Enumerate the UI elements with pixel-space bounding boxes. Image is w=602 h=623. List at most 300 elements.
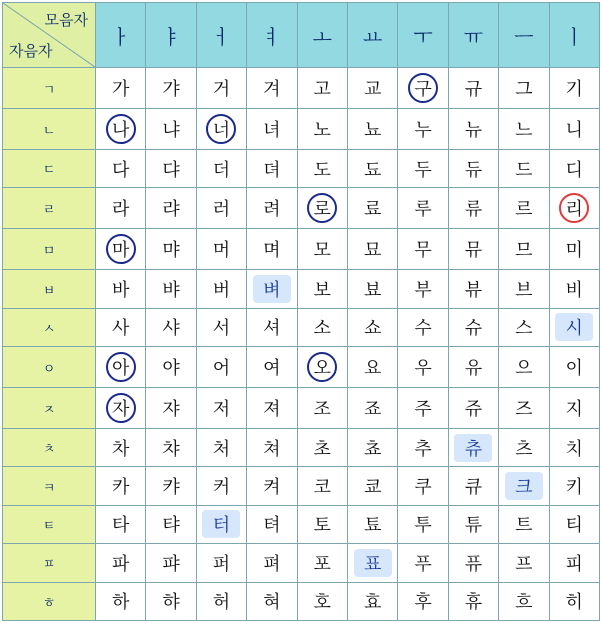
consonant-header-12: ㅍ: [3, 544, 96, 582]
vowel-header-4: ㅗ: [297, 3, 347, 68]
syllable-cell: [96, 109, 146, 150]
syllable-label: 차: [111, 438, 130, 460]
syllable-label: 크: [505, 472, 543, 500]
syllable-cell: [398, 68, 448, 109]
syllable-label: 이: [565, 358, 583, 380]
syllable-cell: [499, 388, 549, 429]
syllable-cell: [146, 270, 196, 308]
vowel-header-6: ㅜ: [398, 3, 448, 68]
syllable-label: 바: [111, 280, 130, 302]
syllable-cell: [549, 308, 599, 346]
syllable-label: 먀: [162, 240, 180, 262]
syllable-cell: [347, 150, 397, 188]
syllable-cell: [146, 388, 196, 429]
syllable-label: 무: [414, 240, 432, 262]
syllable-label: 거: [212, 79, 231, 100]
syllable-cell: [96, 582, 146, 620]
table-row: [3, 68, 600, 109]
syllable-label: 뵤: [363, 280, 382, 302]
syllable-cell: [146, 150, 196, 188]
syllable-cell: [146, 347, 196, 388]
syllable-label: 므: [515, 240, 533, 262]
syllable-cell: [398, 505, 448, 543]
syllable-label: 쿄: [363, 477, 382, 499]
syllable-label: 뷰: [464, 280, 483, 302]
syllable-label: 햐: [162, 592, 180, 614]
syllable-cell: [448, 544, 498, 582]
syllable-cell: [499, 68, 549, 109]
syllable-chart: [2, 2, 600, 621]
syllable-label: 튜: [464, 515, 483, 537]
syllable-label: 져: [263, 399, 281, 421]
syllable-cell: [499, 188, 549, 229]
syllable-cell: [196, 270, 246, 308]
syllable-label: 즈: [515, 399, 533, 421]
syllable-cell: [247, 505, 297, 543]
syllable-cell: [96, 188, 146, 229]
consonant-header-5: ㅂ: [3, 270, 96, 308]
syllable-label: 여: [263, 358, 281, 380]
syllable-label: 르: [515, 199, 533, 221]
consonant-header-3: ㄹ: [3, 188, 96, 229]
syllable-cell: [499, 429, 549, 467]
syllable-cell: [549, 188, 599, 229]
syllable-cell: [196, 505, 246, 543]
table-row: [3, 582, 600, 620]
syllable-cell: [96, 388, 146, 429]
syllable-label: 조: [313, 399, 331, 421]
syllable-label: 피: [565, 553, 583, 575]
consonant-header-6: ㅅ: [3, 308, 96, 346]
syllable-cell: [347, 68, 397, 109]
syllable-cell: [247, 429, 297, 467]
syllable-label: 댜: [162, 159, 180, 181]
syllable-label: 냐: [162, 120, 180, 141]
syllable-cell: [247, 388, 297, 429]
syllable-cell: [448, 388, 498, 429]
syllable-label: 휴: [464, 592, 483, 614]
syllable-cell: [347, 347, 397, 388]
syllable-cell: [297, 229, 347, 270]
table-row: [3, 347, 600, 388]
syllable-cell: [96, 150, 146, 188]
vowel-header-2: ㅓ: [196, 3, 246, 68]
syllable-cell: [398, 429, 448, 467]
syllable-cell: [347, 270, 397, 308]
syllable-label: 툐: [363, 515, 382, 537]
syllable-label: 로: [307, 193, 337, 223]
syllable-label: 파: [111, 553, 130, 575]
syllable-label: 녀: [263, 120, 281, 141]
vowel-header-7: ㅠ: [448, 3, 498, 68]
table-row: [3, 188, 600, 229]
syllable-cell: [448, 150, 498, 188]
syllable-cell: [549, 150, 599, 188]
syllable-cell: [347, 229, 397, 270]
syllable-label: 뮤: [464, 240, 483, 262]
syllable-label: 루: [414, 199, 432, 221]
syllable-cell: [549, 388, 599, 429]
vowel-header-0: ㅏ: [96, 3, 146, 68]
syllable-label: 키: [565, 477, 583, 499]
syllable-cell: [448, 229, 498, 270]
syllable-cell: [347, 388, 397, 429]
syllable-cell: [196, 229, 246, 270]
syllable-cell: [398, 229, 448, 270]
syllable-label: 저: [212, 399, 231, 421]
syllable-label: 야: [162, 358, 180, 380]
syllable-cell: [448, 582, 498, 620]
syllable-cell: [196, 308, 246, 346]
syllable-cell: [146, 544, 196, 582]
syllable-cell: [398, 188, 448, 229]
table-row: [3, 308, 600, 346]
vowel-header-9: ㅣ: [549, 3, 599, 68]
syllable-cell: [247, 68, 297, 109]
syllable-label: 하: [111, 592, 130, 614]
syllable-cell: [297, 109, 347, 150]
syllable-cell: [347, 582, 397, 620]
syllable-cell: [347, 544, 397, 582]
syllable-label: 드: [515, 159, 533, 181]
syllable-cell: [448, 505, 498, 543]
syllable-cell: [96, 429, 146, 467]
syllable-label: 큐: [464, 477, 483, 499]
syllable-cell: [549, 347, 599, 388]
syllable-cell: [499, 270, 549, 308]
syllable-label: 쿠: [414, 477, 432, 499]
syllable-cell: [297, 188, 347, 229]
syllable-label: 히: [565, 592, 583, 614]
syllable-label: 비: [565, 280, 583, 302]
syllable-cell: [247, 150, 297, 188]
table-row: [3, 429, 600, 467]
syllable-label: 우: [414, 358, 432, 380]
syllable-label: 뇨: [363, 120, 382, 141]
syllable-label: 유: [464, 358, 483, 380]
syllable-cell: [146, 68, 196, 109]
syllable-cell: [499, 467, 549, 505]
syllable-label: 가: [111, 79, 130, 100]
syllable-cell: [398, 270, 448, 308]
syllable-label: 미: [565, 240, 583, 262]
syllable-cell: [196, 467, 246, 505]
consonant-header-7: ㅇ: [3, 347, 96, 388]
consonant-header-9: ㅊ: [3, 429, 96, 467]
syllable-label: 교: [363, 79, 382, 100]
syllable-label: 퍼: [212, 553, 231, 575]
syllable-label: 뱌: [162, 280, 180, 302]
syllable-label: 토: [313, 515, 331, 537]
syllable-label: 서: [212, 318, 231, 340]
syllable-cell: [398, 347, 448, 388]
syllable-cell: [398, 150, 448, 188]
table-row: [3, 270, 600, 308]
syllable-cell: [499, 505, 549, 543]
syllable-cell: [297, 544, 347, 582]
hangul-syllable-table: [2, 2, 600, 621]
syllable-label: 캬: [162, 477, 180, 499]
syllable-cell: [196, 109, 246, 150]
consonant-header-8: ㅈ: [3, 388, 96, 429]
syllable-cell: [96, 229, 146, 270]
table-row: [3, 467, 600, 505]
syllable-label: 수: [414, 318, 432, 340]
syllable-label: 펴: [263, 553, 281, 575]
syllable-cell: [196, 347, 246, 388]
syllable-label: 카: [111, 477, 130, 499]
syllable-cell: [549, 582, 599, 620]
syllable-label: 코: [313, 477, 331, 499]
syllable-cell: [96, 347, 146, 388]
syllable-cell: [499, 347, 549, 388]
syllable-label: 쳐: [263, 438, 281, 460]
syllable-cell: [398, 109, 448, 150]
consonant-header-2: ㄷ: [3, 150, 96, 188]
syllable-label: 으: [515, 358, 533, 380]
syllable-label: 챠: [162, 438, 180, 460]
syllable-cell: [196, 68, 246, 109]
syllable-label: 뎌: [263, 159, 281, 181]
syllable-cell: [146, 505, 196, 543]
syllable-label: 쟈: [162, 399, 180, 421]
syllable-label: 벼: [253, 275, 291, 303]
syllable-label: 구: [408, 73, 438, 103]
consonant-header-10: ㅋ: [3, 467, 96, 505]
syllable-label: 주: [414, 399, 432, 421]
syllable-cell: [247, 467, 297, 505]
syllable-cell: [96, 467, 146, 505]
consonant-header-1: ㄴ: [3, 109, 96, 150]
syllable-cell: [146, 229, 196, 270]
syllable-cell: [499, 544, 549, 582]
syllable-label: 쇼: [363, 318, 382, 340]
syllable-label: 고: [313, 79, 331, 100]
syllable-label: 마: [106, 234, 136, 264]
corner-header: [3, 3, 96, 68]
vowel-header-row: [3, 3, 600, 68]
syllable-cell: [398, 388, 448, 429]
syllable-label: 흐: [515, 592, 533, 614]
syllable-label: 퓨: [464, 553, 483, 575]
syllable-cell: [96, 505, 146, 543]
syllable-cell: [347, 109, 397, 150]
syllable-rows: [3, 68, 600, 621]
syllable-cell: [247, 109, 297, 150]
syllable-cell: [96, 270, 146, 308]
syllable-cell: [549, 429, 599, 467]
syllable-label: 나: [106, 114, 136, 144]
syllable-label: 됴: [363, 159, 382, 181]
syllable-label: 노: [313, 120, 331, 141]
table-row: [3, 505, 600, 543]
syllable-cell: [297, 308, 347, 346]
syllable-cell: [297, 270, 347, 308]
syllable-cell: [247, 188, 297, 229]
syllable-cell: [96, 68, 146, 109]
vowel-header-1: ㅑ: [146, 3, 196, 68]
syllable-label: 더: [212, 159, 231, 181]
syllable-cell: [448, 429, 498, 467]
syllable-label: 니: [565, 120, 583, 141]
syllable-label: 두: [414, 159, 432, 181]
syllable-label: 브: [515, 280, 533, 302]
syllable-label: 요: [363, 358, 382, 380]
syllable-label: 류: [464, 199, 483, 221]
syllable-cell: [347, 505, 397, 543]
syllable-cell: [297, 429, 347, 467]
consonant-header-11: ㅌ: [3, 505, 96, 543]
syllable-label: 아: [106, 352, 136, 382]
syllable-cell: [247, 308, 297, 346]
consonant-header-4: ㅁ: [3, 229, 96, 270]
syllable-cell: [549, 467, 599, 505]
syllable-cell: [549, 544, 599, 582]
syllable-cell: [347, 467, 397, 505]
syllable-label: 며: [263, 240, 281, 262]
syllable-cell: [146, 109, 196, 150]
syllable-cell: [196, 388, 246, 429]
syllable-label: 슈: [464, 318, 483, 340]
syllable-label: 스: [515, 318, 533, 340]
syllable-label: 샤: [162, 318, 180, 340]
vowel-header-8: ㅡ: [499, 3, 549, 68]
syllable-label: 죠: [363, 399, 382, 421]
syllable-cell: [448, 347, 498, 388]
syllable-cell: [448, 188, 498, 229]
syllable-cell: [448, 308, 498, 346]
syllable-label: 후: [414, 592, 432, 614]
syllable-label: 디: [565, 159, 583, 181]
syllable-label: 갸: [162, 79, 180, 100]
syllable-cell: [297, 347, 347, 388]
syllable-label: 셔: [263, 318, 281, 340]
syllable-label: 러: [212, 199, 231, 221]
syllable-label: 쵸: [363, 438, 382, 460]
syllable-label: 허: [212, 592, 231, 614]
syllable-label: 치: [565, 438, 583, 460]
syllable-label: 츄: [454, 434, 492, 462]
syllable-label: 타: [111, 515, 130, 537]
syllable-label: 프: [515, 553, 533, 575]
syllable-label: 처: [212, 438, 231, 460]
syllable-cell: [196, 544, 246, 582]
syllable-cell: [448, 270, 498, 308]
syllable-cell: [549, 109, 599, 150]
table-row: [3, 229, 600, 270]
syllable-label: 머: [212, 240, 231, 262]
syllable-label: 트: [515, 515, 533, 537]
syllable-cell: [146, 429, 196, 467]
syllable-cell: [398, 467, 448, 505]
syllable-label: 어: [212, 358, 231, 380]
syllable-label: 퍄: [162, 553, 180, 575]
syllable-cell: [347, 188, 397, 229]
syllable-cell: [196, 150, 246, 188]
syllable-cell: [247, 582, 297, 620]
syllable-label: 모: [313, 240, 331, 262]
syllable-cell: [297, 150, 347, 188]
syllable-cell: [448, 467, 498, 505]
syllable-cell: [96, 544, 146, 582]
syllable-cell: [297, 467, 347, 505]
vowel-header-3: ㅕ: [247, 3, 297, 68]
syllable-label: 표: [354, 549, 392, 577]
syllable-label: 커: [212, 477, 231, 499]
syllable-label: 기: [565, 79, 583, 100]
syllable-label: 푸: [414, 553, 432, 575]
syllable-cell: [499, 582, 549, 620]
vowel-axis-label: 모음자: [44, 11, 88, 29]
syllable-label: 포: [313, 553, 331, 575]
syllable-cell: [96, 308, 146, 346]
syllable-cell: [297, 582, 347, 620]
syllable-cell: [347, 429, 397, 467]
syllable-label: 듀: [464, 159, 483, 181]
syllable-cell: [499, 308, 549, 346]
syllable-label: 묘: [363, 240, 382, 262]
consonant-axis-label: 자음자: [9, 42, 53, 60]
syllable-cell: [448, 68, 498, 109]
syllable-label: 츠: [515, 438, 533, 460]
syllable-cell: [247, 347, 297, 388]
syllable-cell: [347, 308, 397, 346]
syllable-cell: [549, 505, 599, 543]
syllable-cell: [196, 188, 246, 229]
syllable-label: 뉴: [464, 120, 483, 141]
syllable-label: 리: [559, 193, 589, 223]
syllable-label: 효: [363, 592, 382, 614]
syllable-label: 터: [202, 510, 240, 538]
vowel-header-5: ㅛ: [347, 3, 397, 68]
syllable-label: 부: [414, 280, 432, 302]
syllable-label: 켜: [263, 477, 281, 499]
syllable-label: 누: [414, 120, 432, 141]
syllable-cell: [398, 582, 448, 620]
syllable-cell: [146, 467, 196, 505]
table-row: [3, 388, 600, 429]
syllable-label: 시: [555, 313, 593, 341]
syllable-label: 느: [515, 120, 533, 141]
syllable-label: 겨: [263, 79, 281, 100]
syllable-label: 탸: [162, 515, 180, 537]
syllable-cell: [146, 308, 196, 346]
syllable-cell: [499, 229, 549, 270]
syllable-label: 소: [313, 318, 331, 340]
syllable-label: 도: [313, 159, 331, 181]
syllable-label: 랴: [162, 199, 180, 221]
syllable-cell: [247, 270, 297, 308]
syllable-label: 자: [106, 393, 136, 423]
syllable-label: 료: [363, 199, 382, 221]
syllable-label: 호: [313, 592, 331, 614]
syllable-cell: [398, 308, 448, 346]
syllable-label: 초: [313, 438, 331, 460]
syllable-label: 보: [313, 280, 331, 302]
syllable-cell: [196, 582, 246, 620]
consonant-header-0: ㄱ: [3, 68, 96, 109]
syllable-cell: [398, 544, 448, 582]
syllable-label: 투: [414, 515, 432, 537]
syllable-label: 너: [206, 114, 236, 144]
syllable-cell: [297, 388, 347, 429]
syllable-label: 다: [111, 159, 130, 181]
syllable-cell: [146, 582, 196, 620]
syllable-cell: [247, 229, 297, 270]
syllable-label: 추: [414, 438, 432, 460]
syllable-label: 려: [263, 199, 281, 221]
syllable-label: 티: [565, 515, 583, 537]
